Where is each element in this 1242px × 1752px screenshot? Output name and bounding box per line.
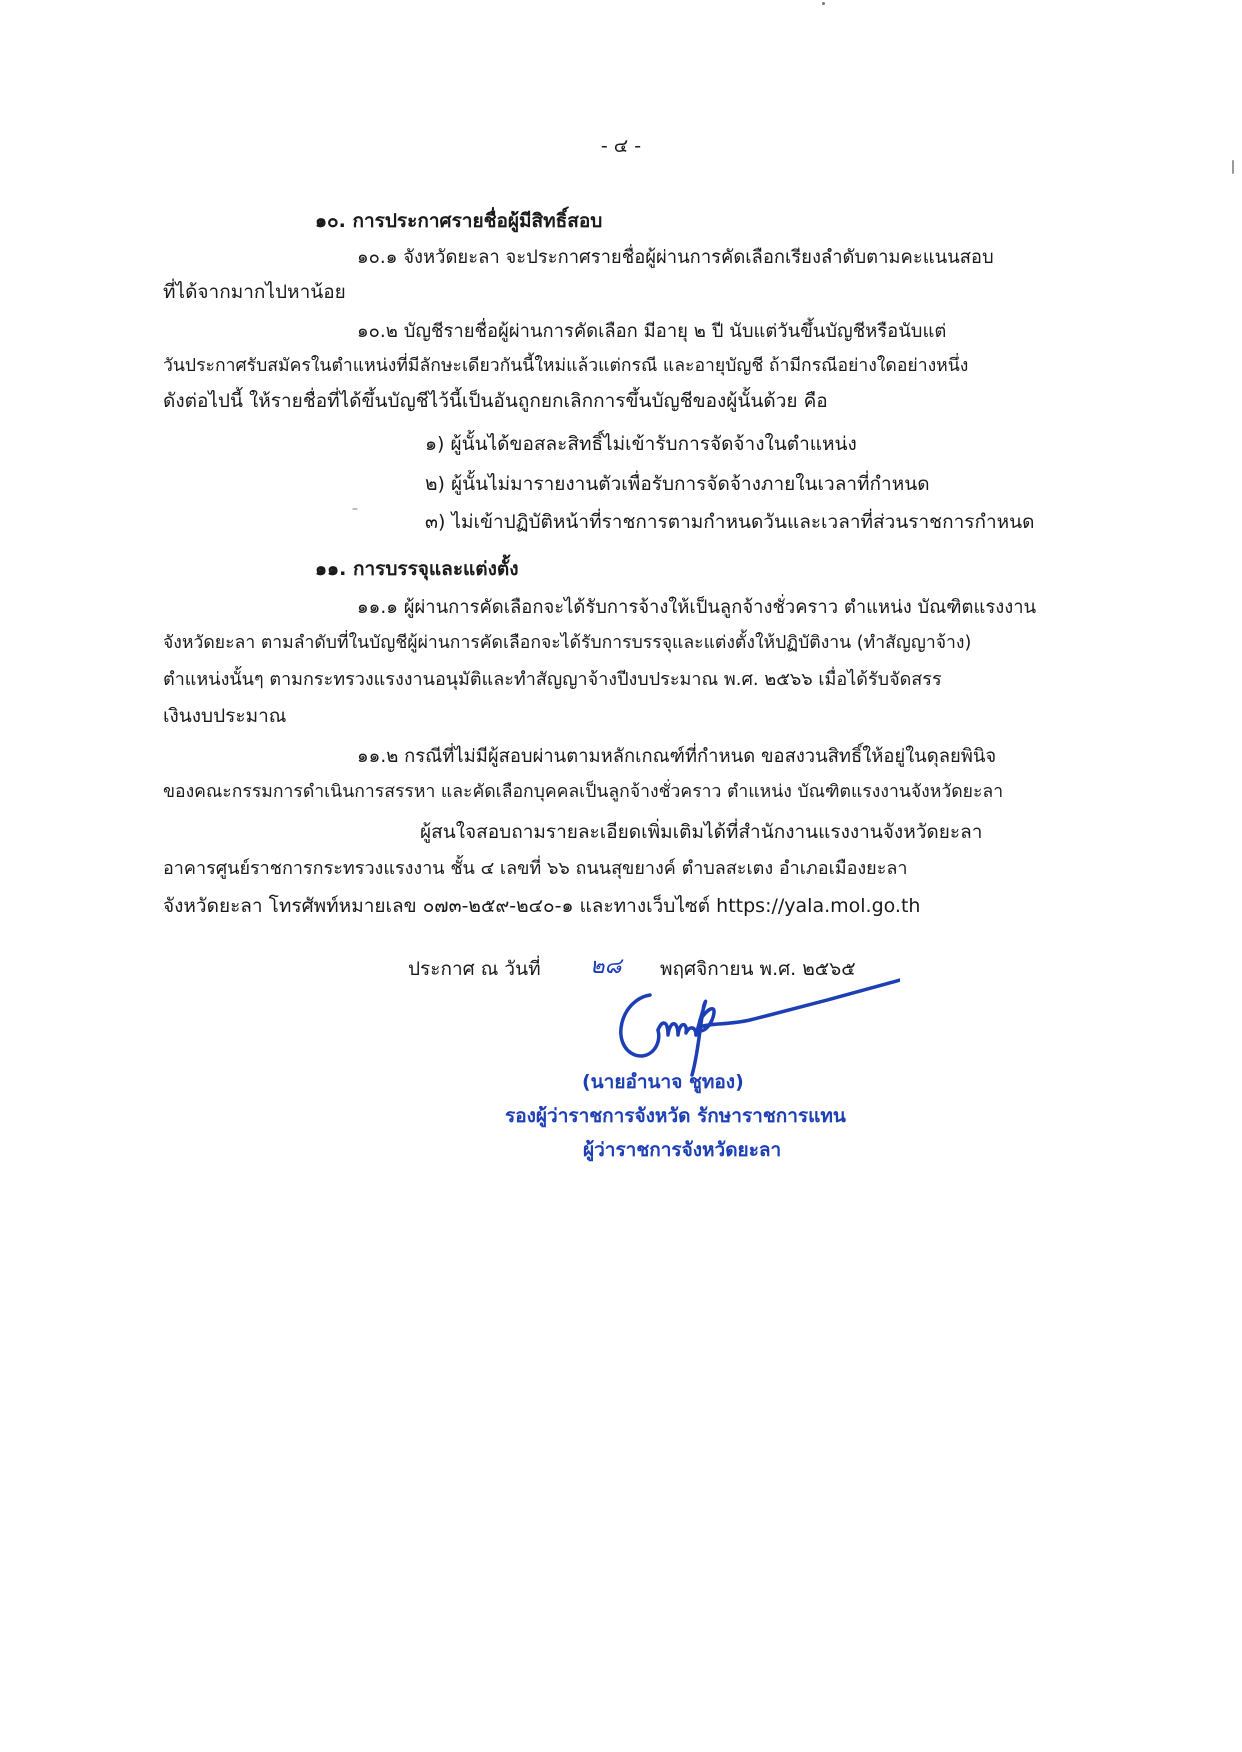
section-10-heading: ๑๐. การประกาศรายชื่อผู้มีสิทธิ์สอบ	[315, 210, 603, 232]
page-number: - ๔ -	[600, 135, 642, 157]
announcement-prefix: ประกาศ ณ วันที่	[408, 958, 541, 980]
section-11-1-line2: จังหวัดยะลา ตามลำดับที่ในบัญชีผู้ผ่านการคัดเลือกจะได้รับการบรรจุและแต่งตั้งให้ปฏิบัติงาน (ทำสัญญาจ้าง)	[163, 633, 972, 653]
announcement-day: ๒๘	[590, 954, 622, 979]
list-item: ๒) ผู้นั้นไม่มารายงานตัวเพื่อรับการจัดจ้างภายในเวลาที่กำหนด	[425, 473, 930, 495]
section-10-2-line1: ๑๐.๒ บัญชีรายชื่อผู้ผ่านการคัดเลือก มีอายุ ๒ ปี นับแต่วันขึ้นบัญชีหรือนับแต่	[357, 321, 947, 342]
section-10-2-line3: ดังต่อไปนี้ ให้รายชื่อที่ได้ขึ้นบัญชีไว้นี้เป็นอันถูกยกเลิกการขึ้นบัญชีของผู้นั้นด้วย คือ	[163, 390, 828, 412]
section-11-1-line4: เงินงบประมาณ	[163, 705, 287, 727]
scan-speck	[822, 2, 825, 5]
signer-title-line2: ผู้ว่าราชการจังหวัดยะลา	[583, 1139, 782, 1161]
section-11-heading: ๑๑. การบรรจุและแต่งตั้ง	[315, 558, 519, 580]
section-10-1-line1: ๑๐.๑ จังหวัดยะลา จะประกาศรายชื่อผู้ผ่านการคัดเลือกเรียงลำดับตามคะแนนสอบ	[357, 247, 994, 268]
section-11-1-line3: ตำแหน่งนั้นๆ ตามกระทรวงแรงงานอนุมัติและทำสัญญาจ้างปีงบประมาณ พ.ศ. ๒๕๖๖ เมื่อได้รับจัดสรร	[163, 669, 942, 690]
signature-image	[600, 975, 900, 1085]
signer-title-line1: รองผู้ว่าราชการจังหวัด รักษาราชการแทน	[505, 1105, 846, 1127]
scan-speck	[352, 508, 358, 510]
section-11-2-line2: ของคณะกรรมการดำเนินการสรรหา และคัดเลือกบุคคลเป็นลูกจ้างชั่วคราว ตำแหน่ง บัณฑิตแรงงานจังหวัดยะลา	[163, 782, 1004, 802]
section-10-1-line2: ที่ได้จากมากไปหาน้อย	[163, 281, 346, 303]
contact-line1: ผู้สนใจสอบถามรายละเอียดเพิ่มเติมได้ที่สำนักงานแรงงานจังหวัดยะลา	[420, 821, 983, 843]
signer-name: (นายอำนาจ ชูทอง)	[582, 1071, 744, 1093]
announcement-month-year: พฤศจิกายน พ.ศ. ๒๕๖๕	[660, 958, 856, 980]
section-10-2-line2: วันประกาศรับสมัครในตำแหน่งที่มีลักษะเดียวกันนี้ใหม่แล้วแต่กรณี และอายุบัญชี ถ้ามีกรณีอย่างใดอย่างหนึ่ง	[163, 356, 969, 376]
section-11-1-line1: ๑๑.๑ ผู้ผ่านการคัดเลือกจะได้รับการจ้างให้เป็นลูกจ้างชั่วคราว ตำแหน่ง บัณฑิตแรงงาน	[357, 597, 1037, 618]
list-item: ๑) ผู้นั้นได้ขอสละสิทธิ์ไม่เข้ารับการจัดจ้างในตำแหน่ง	[425, 433, 857, 455]
scan-speck	[1232, 160, 1234, 174]
contact-line3: จังหวัดยะลา โทรศัพท์หมายเลข ๐๗๓-๒๕๙-๒๔๐-๑ และทางเว็บไซต์ https://yala.mol.go.th	[163, 895, 921, 917]
contact-line2: อาคารศูนย์ราชการกระทรวงแรงงาน ชั้น ๔ เลขที่ ๖๖ ถนนสุขยางค์ ตำบลสะเตง อำเภอเมืองยะลา	[163, 858, 908, 879]
section-11-2-line1: ๑๑.๒ กรณีที่ไม่มีผู้สอบผ่านตามหลักเกณฑ์ที่กำหนด ขอสงวนสิทธิ์ให้อยู่ในดุลยพินิจ	[357, 746, 997, 767]
list-item: ๓) ไม่เข้าปฏิบัติหน้าที่ราชการตามกำหนดวันและเวลาที่ส่วนราชการกำหนด	[425, 511, 1035, 533]
